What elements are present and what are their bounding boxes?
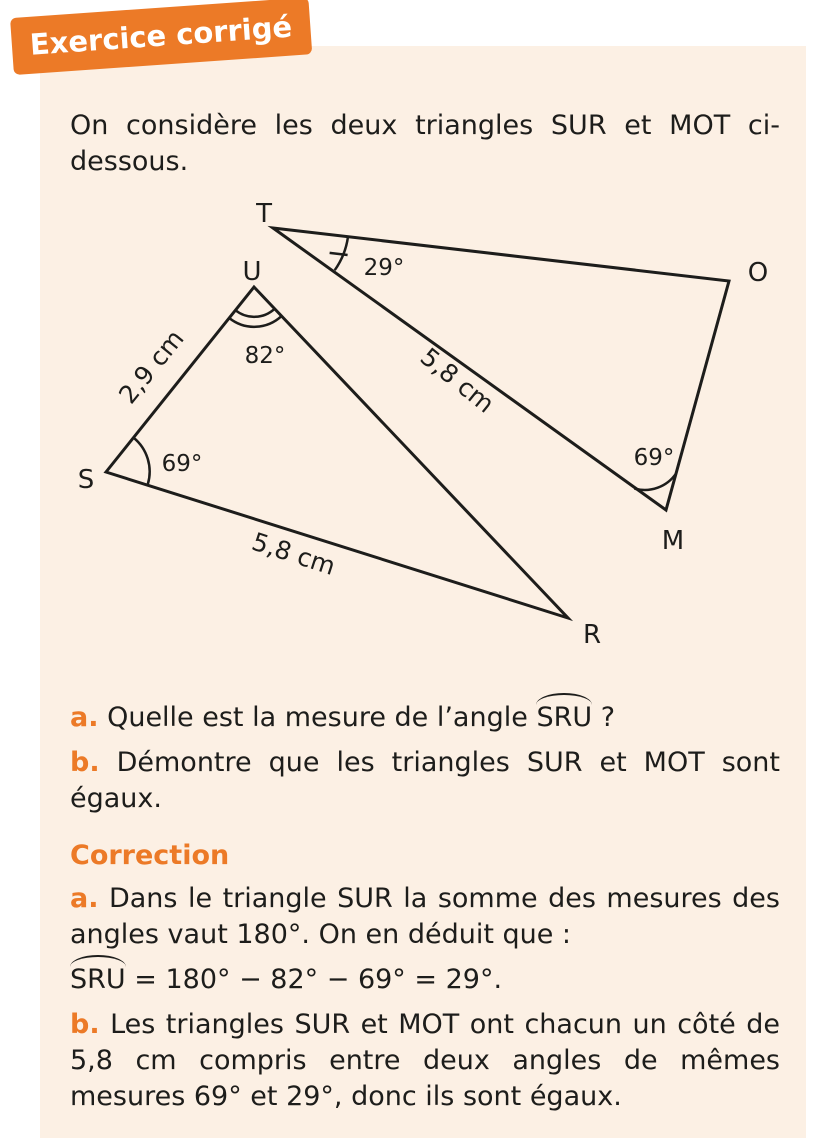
question-a-label: a. bbox=[70, 702, 99, 733]
question-b-label: b. bbox=[70, 747, 100, 778]
correction-formula bbox=[70, 962, 780, 998]
vertex-m: M bbox=[661, 526, 685, 556]
angle-m-arc bbox=[634, 473, 676, 490]
question-a bbox=[70, 700, 780, 736]
vertex-t: T bbox=[256, 199, 272, 229]
question-a-text: Quelle est la mesure de l’angle bbox=[107, 702, 528, 733]
correction-a-label: a. bbox=[70, 883, 99, 914]
angle-notation-text: SRU bbox=[536, 702, 593, 733]
question-b bbox=[70, 745, 780, 817]
angle-s-value: 69° bbox=[161, 451, 203, 477]
exercise-badge: Exercice corrigé bbox=[10, 0, 312, 75]
angle-notation-sru-2 bbox=[70, 962, 126, 998]
vertex-o: O bbox=[747, 258, 769, 288]
angle-notation-sru bbox=[536, 700, 592, 736]
angle-u-arc-outer bbox=[235, 309, 274, 317]
length-sr: 5,8 cm bbox=[248, 526, 339, 581]
correction-b-label: b. bbox=[70, 1009, 100, 1040]
correction-a-text: Dans le triangle SUR la somme des mesures des angles vaut 180°. On en déduit que : bbox=[70, 883, 780, 950]
question-a-end: ? bbox=[600, 702, 616, 733]
correction-b bbox=[70, 1007, 780, 1115]
angle-m-value: 69° bbox=[633, 445, 675, 471]
angle-t-value: 29° bbox=[363, 255, 405, 281]
angle-u-value: 82° bbox=[244, 343, 286, 369]
vertex-s: S bbox=[77, 465, 95, 495]
question-b-text: Démontre que les triangles SUR et MOT sont égaux. bbox=[70, 747, 780, 814]
correction-a bbox=[70, 881, 780, 953]
angle-s-arc bbox=[134, 438, 150, 485]
angle-notation-text: SRU bbox=[70, 964, 126, 995]
correction-heading: Correction bbox=[70, 840, 230, 871]
vertex-u: U bbox=[242, 257, 262, 287]
vertex-r: R bbox=[582, 620, 602, 650]
correction-b-text: Les triangles SUR et MOT ont chacun un côté de 5,8 cm compris entre deux angles de mêmes mesures 69° et 29°, donc ils sont égaux. bbox=[70, 1009, 780, 1112]
intro-text: On considère les deux triangles SUR et MOT ci-dessous. bbox=[70, 110, 780, 177]
length-su: 2,9 cm bbox=[113, 324, 190, 410]
length-tm: 5,8 cm bbox=[414, 342, 500, 419]
formula-text: = 180° − 82° − 69° = 29°. bbox=[134, 964, 503, 995]
